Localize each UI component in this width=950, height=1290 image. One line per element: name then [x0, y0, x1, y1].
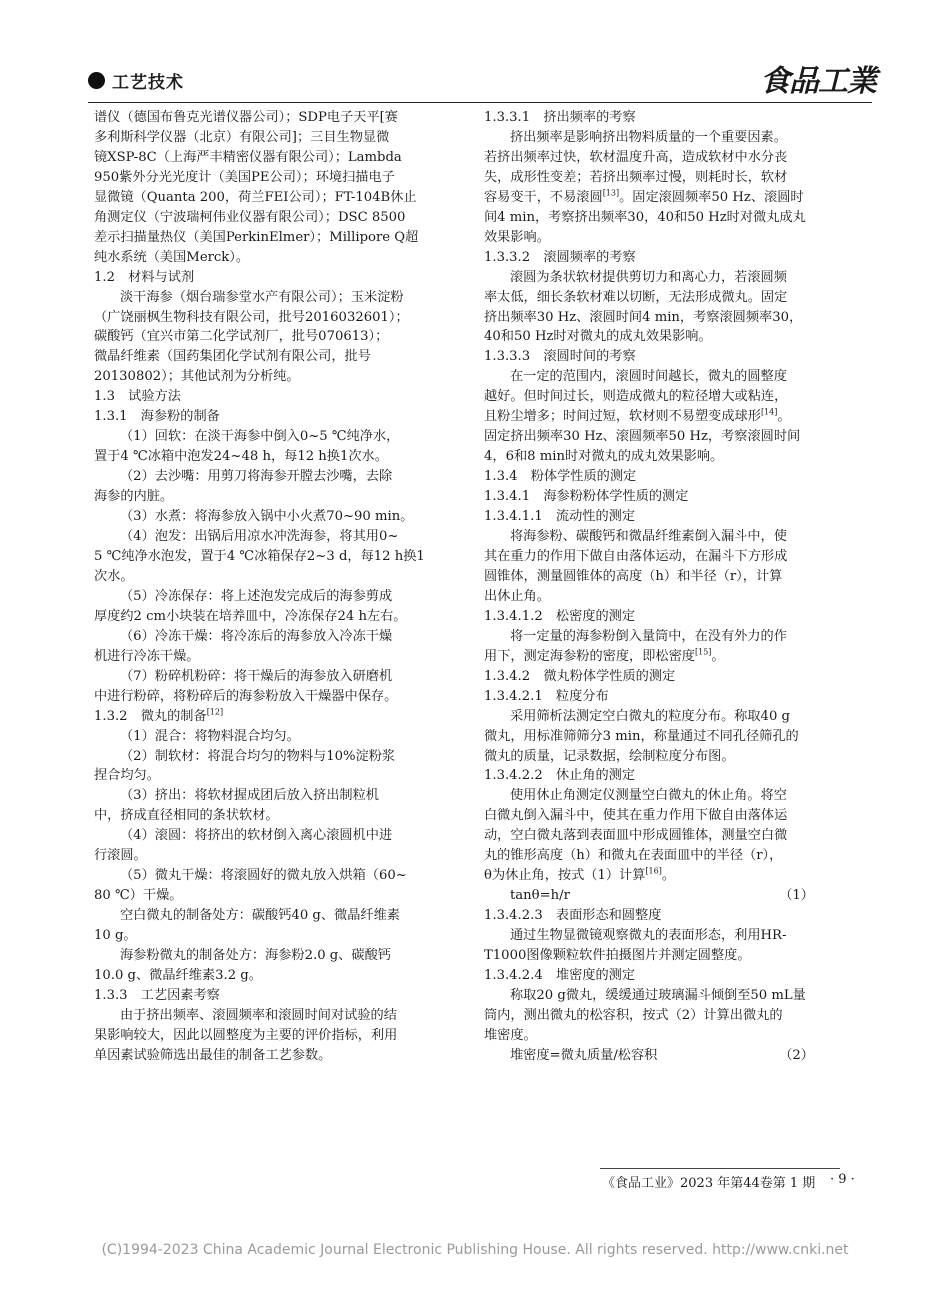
line-text: T1000图像颗粒软件拍摄图片并测定圆整度。	[484, 948, 751, 964]
line-text: 行滚圆。	[94, 848, 147, 864]
line-text: 容易变干，不易滚圆	[484, 189, 603, 205]
text-line	[484, 248, 864, 268]
line-text: 1.3.4.2.1 粒度分布	[484, 688, 609, 704]
line-text: 海参粉微丸的制备处方：海参粉2.0 g、碳酸钙	[120, 948, 391, 964]
text-line	[484, 447, 864, 467]
line-text: 通过生物显微镜观察微丸的表面形态，利用HR-	[510, 928, 787, 944]
text-line	[94, 627, 474, 647]
footer-rule	[600, 1168, 840, 1169]
header-rule	[88, 102, 872, 103]
text-line	[484, 387, 864, 407]
equation-number: （2）	[779, 1047, 814, 1063]
copyright-notice: (C)1994-2023 China Academic Journal Electronic Publishing House. All rights reserved. http://www.cnki.net	[101, 1242, 849, 1258]
text-line	[94, 667, 474, 687]
line-text-tail: 。	[711, 648, 725, 664]
text-line	[484, 327, 864, 347]
line-text: 挤出频率是影响挤出物料质量的一个重要因素。	[510, 129, 787, 145]
text-line	[94, 587, 474, 607]
line-text: 微晶纤维素（国药集团化学试剂有限公司，批号	[94, 349, 371, 365]
text-line	[94, 208, 474, 228]
line-text: 1.3.3.1 挤出频率的考察	[484, 110, 636, 125]
text-line	[94, 607, 474, 627]
line-text: 淡干海参（烟台瑞参堂水产有限公司）；玉米淀粉	[120, 289, 404, 305]
text-line	[484, 986, 864, 1006]
line-text: 微丸的质量，记录数据，绘制粒度分布图。	[484, 748, 735, 764]
line-text: 固定挤出频率30 Hz、滚圆频率50 Hz，考察滚圆时间	[484, 429, 801, 445]
line-text: 由于挤出频率、滚圆频率和滚圆时间对试验的结	[120, 1007, 397, 1023]
text-line	[94, 487, 474, 507]
line-text: 捏合均匀。	[94, 768, 160, 784]
text-line	[484, 766, 864, 786]
line-text: θ为休止角，按式（1）计算	[484, 868, 646, 884]
text-line	[94, 108, 474, 128]
text-line	[484, 347, 864, 367]
line-text: 机进行冷冻干燥。	[94, 648, 200, 664]
text-line	[94, 966, 474, 986]
text-line	[94, 806, 474, 826]
citation-ref: [15]	[695, 647, 712, 657]
text-line	[484, 806, 864, 826]
line-text: 果影响较大，因此以圆整度为主要的评价指标，利用	[94, 1027, 398, 1043]
line-text: （4）滚圆：将挤出的软材倒入离心滚圆机中进	[120, 828, 393, 844]
line-text: 10 g。	[94, 928, 137, 944]
right-column	[484, 108, 864, 1066]
line-text: 次水。	[94, 568, 134, 584]
text-line	[94, 747, 474, 767]
text-line	[484, 786, 864, 806]
text-line	[484, 707, 864, 727]
line-text: （5）冷冻保存：将上述泡发完成后的海参剪成	[120, 588, 393, 604]
line-text: 动，空白微丸落到表面皿中形成圆锥体，测量空白微	[484, 828, 788, 844]
text-line	[484, 367, 864, 387]
text-line	[94, 367, 474, 387]
line-text: 其在重力的作用下做自由落体运动，在漏斗下方形成	[484, 548, 788, 564]
page-header	[88, 62, 876, 102]
line-text: 出休止角。	[484, 588, 550, 604]
text-line	[94, 766, 474, 786]
line-text: 圆锥体，测量圆锥体的高度（h）和半径（r），计算	[484, 568, 783, 584]
text-line	[94, 288, 474, 308]
equation-line	[484, 1046, 864, 1066]
text-line	[94, 1046, 474, 1066]
line-text: 置于4 ℃冰箱中泡发24~48 h，每12 h换1次水。	[94, 449, 388, 465]
text-line	[94, 826, 474, 846]
line-text: 1.3.4.2.2 休止角的测定	[484, 768, 636, 784]
line-text: 1.2 材料与试剂	[94, 269, 195, 285]
line-text: 950紫外分光光度计（美国PE公司）；环境扫描电子	[94, 169, 395, 185]
text-line	[94, 527, 474, 547]
text-line	[484, 587, 864, 607]
text-line	[484, 826, 864, 846]
line-text: 1.3.4 粉体学性质的测定	[484, 469, 637, 485]
line-text: 20130802）；其他试剂为分析纯。	[94, 369, 300, 385]
text-line	[94, 447, 474, 467]
text-line	[94, 707, 474, 727]
line-text: 挤出频率30 Hz、滚圆时间4 min，考察滚圆频率30，	[484, 309, 803, 325]
text-line	[484, 926, 864, 946]
line-text: 1.3.4.1.1 流动性的测定	[484, 509, 636, 525]
equation: 堆密度=微丸质量/松容积	[510, 1047, 658, 1063]
text-line	[94, 1026, 474, 1046]
line-text: 间4 min，考察挤出频率30，40和50 Hz时对微丸成丸	[484, 209, 806, 225]
line-text: 5 ℃纯净水泡发，置于4 ℃冰箱保存2~3 d，每12 h换1	[94, 548, 425, 564]
text-line	[484, 647, 864, 667]
line-text: 用下，测定海参粉的密度，即松密度	[484, 648, 695, 664]
line-text: （1）混合：将物料混合均匀。	[120, 728, 300, 744]
line-text: 4，6和8 min时对微丸的成丸效果影响。	[484, 449, 724, 465]
text-line	[94, 507, 474, 527]
text-line	[94, 786, 474, 806]
text-line	[94, 567, 474, 587]
text-line	[484, 128, 864, 148]
left-column	[94, 108, 474, 1066]
text-line	[94, 168, 474, 188]
line-text: 中进行粉碎，将粉碎后的海参粉放入干燥器中保存。	[94, 688, 398, 704]
line-text: 滚圆为条状软材提供剪切力和离心力，若滚圆频	[510, 269, 787, 285]
text-line	[484, 607, 864, 627]
text-line	[94, 467, 474, 487]
text-line	[484, 667, 864, 687]
equation-number: （1）	[779, 888, 814, 904]
text-line	[94, 846, 474, 866]
line-text: 1.3.1 海参粉的制备	[94, 409, 220, 425]
text-line	[94, 248, 474, 268]
line-text: （6）冷冻干燥：将冷冻后的海参放入冷冻干燥	[120, 628, 393, 644]
line-text: （4）泡发：出锅后用凉水冲洗海参，将其用0~	[120, 529, 399, 545]
text-line	[484, 487, 864, 507]
page-number: · 9 ·	[830, 1172, 855, 1187]
text-line	[484, 1006, 864, 1026]
line-text: （3）水煮：将海参放入锅中小火煮70~90 min。	[120, 509, 414, 525]
line-text: 单因素试验筛选出最佳的制备工艺参数。	[94, 1047, 332, 1063]
text-line	[94, 148, 474, 168]
line-text: 显微镜（Quanta 200，荷兰FEI公司）；FT-104B休止	[94, 189, 417, 205]
text-line	[94, 547, 474, 567]
line-text: 中，挤成直径相同的条状软材。	[94, 808, 279, 824]
line-text: 1.3 试验方法	[94, 389, 181, 405]
line-text: 1.3.4.2.3 表面形态和圆整度	[484, 908, 662, 924]
text-line	[94, 427, 474, 447]
line-text-tail: 。	[661, 868, 676, 884]
line-text: 使用休止角测定仪测量空白微丸的休止角。将空	[510, 788, 787, 804]
line-text: 差示扫描量热仪（美国PerkinElmer）；Millipore Q超	[94, 229, 419, 245]
line-text: 80 ℃）干燥。	[94, 888, 183, 904]
line-text: 在一定的范围内，滚圆时间越长，微丸的圆整度	[510, 369, 787, 385]
line-text: 谱仪（德国布鲁克光谱仪器公司）；SDP电子天平[赛	[94, 110, 398, 125]
line-text: 效果影响。	[484, 229, 550, 245]
line-text: 纯水系统（美国Merck）。	[94, 249, 250, 265]
line-text: 空白微丸的制备处方：碳酸钙40 g、微晶纤维素	[120, 908, 400, 924]
line-text: 筒内，测出微丸的松容积，按式（2）计算出微丸的	[484, 1007, 783, 1023]
text-line	[484, 507, 864, 527]
text-line	[484, 208, 864, 228]
text-line	[94, 647, 474, 667]
line-text: 1.3.3 工艺因素考察	[94, 987, 220, 1003]
text-line	[484, 1026, 864, 1046]
text-line	[94, 268, 474, 288]
line-text: 40和50 Hz时对微丸的成丸效果影响。	[484, 329, 712, 345]
journal-logo: 食品工業	[760, 64, 876, 99]
line-text: 厚度约2 cm小块装在培养皿中，冷冻保存24 h左右。	[94, 608, 407, 624]
text-line	[94, 188, 474, 208]
line-text: （7）粉碎机粉碎：将干燥后的海参放入研磨机	[120, 668, 393, 684]
text-line	[94, 387, 474, 407]
equation: tanθ=h/r	[510, 888, 570, 904]
line-text: 1.3.4.2.4 堆密度的测定	[484, 967, 636, 983]
citation-ref: [16]	[645, 866, 662, 876]
text-line	[484, 288, 864, 308]
text-line	[94, 986, 474, 1006]
line-text: 丸的锥形高度（h）和微丸在表面皿中的半径（r），	[484, 848, 783, 864]
text-line	[94, 886, 474, 906]
text-line	[94, 866, 474, 886]
text-line	[484, 846, 864, 866]
line-text: 10.0 g、微晶纤维素3.2 g。	[94, 967, 262, 983]
text-line	[484, 427, 864, 447]
citation-ref: [13]	[602, 188, 620, 198]
line-text: 率太低，细长条软材难以切断，无法形成微丸。固定	[484, 289, 788, 305]
text-line	[484, 727, 864, 747]
text-line	[484, 627, 864, 647]
line-text: 称取20 g微丸，缓缓通过玻璃漏斗倾倒至50 mL量	[510, 987, 806, 1003]
line-text: （2）制软材：将混合均匀的物料与10%淀粉浆	[120, 748, 396, 764]
line-text: （5）微丸干燥：将滚圆好的微丸放入烘箱（60~	[120, 868, 407, 884]
text-line	[484, 866, 864, 886]
text-line	[484, 108, 864, 128]
text-line	[94, 347, 474, 367]
line-text: 将一定量的海参粉倒入量筒中，在没有外力的作	[510, 628, 787, 644]
line-text: （1）回软：在淡干海参中倒入0~5 ℃纯净水，	[120, 429, 400, 445]
text-line	[484, 268, 864, 288]
line-text-tail: 。固定滚圆频率50 Hz、滚圆时	[619, 189, 804, 205]
line-text: 1.3.4.1.2 松密度的测定	[484, 608, 636, 624]
equation-line	[484, 886, 864, 906]
text-line	[484, 168, 864, 188]
text-line	[94, 327, 474, 347]
text-line	[94, 407, 474, 427]
text-line	[94, 228, 474, 248]
line-text: 碳酸钙（宜兴市第二化学试剂厂，批号070613）；	[94, 329, 389, 345]
text-line	[484, 747, 864, 767]
citation-ref: [14]	[760, 407, 778, 417]
line-text: 镜XSP-8C（上海严丰精密仪器有限公司）；Lambda	[94, 149, 402, 165]
text-line	[484, 228, 864, 248]
line-text-tail: 。	[777, 409, 791, 425]
text-line	[484, 527, 864, 547]
line-text: 1.3.4.1 海参粉粉体学性质的测定	[484, 489, 689, 505]
text-line	[94, 308, 474, 328]
text-line	[484, 148, 864, 168]
section-bullet-icon	[88, 72, 105, 89]
text-line	[94, 1006, 474, 1026]
line-text: 微丸，用标准筛筛分3 min，称量通过不同孔径筛孔的	[484, 728, 799, 744]
text-line	[94, 687, 474, 707]
line-text: 堆密度。	[484, 1027, 537, 1043]
line-text: （2）去沙嘴：用剪刀将海参开膛去沙嘴，去除	[120, 469, 393, 485]
line-text: 且粉尘增多；时间过短，软材则不易塑变成球形	[484, 409, 761, 425]
line-text: 将海参粉、碳酸钙和微晶纤维素倒入漏斗中，使	[510, 529, 787, 545]
line-text: 海参的内脏。	[94, 489, 174, 505]
line-text: 角测定仪（宁波瑞柯伟业仪器有限公司）；DSC 8500	[94, 209, 406, 225]
text-line	[484, 407, 864, 427]
text-line	[484, 687, 864, 707]
line-text: 1.3.4.2 微丸粉体学性质的测定	[484, 668, 676, 684]
text-line	[94, 926, 474, 946]
line-text: 1.3.2 微丸的制备	[94, 708, 207, 724]
text-line	[484, 946, 864, 966]
text-line	[484, 567, 864, 587]
text-line	[484, 308, 864, 328]
text-line	[484, 467, 864, 487]
text-line	[484, 188, 864, 208]
line-text: 1.3.3.2 滚圆频率的考察	[484, 249, 636, 265]
citation-ref: [12]	[206, 707, 224, 717]
line-text: 多利斯科学仪器（北京）有限公司]；三目生物显微	[94, 129, 390, 145]
line-text: 失，成形性变差；若挤出频率过慢，则耗时长，软材	[484, 169, 788, 185]
text-line	[94, 727, 474, 747]
line-text: 白微丸倒入漏斗中，使其在重力作用下做自由落体运	[484, 808, 788, 824]
line-text: 越好。但时间过长，则造成微丸的粒径增大或粘连，	[484, 389, 788, 405]
line-text: （3）挤出：将软材握成团后放入挤出制粒机	[120, 788, 379, 804]
line-text: 若挤出频率过快，软材温度升高，造成软材中水分丧	[484, 149, 788, 165]
text-line	[484, 547, 864, 567]
text-line	[484, 966, 864, 986]
line-text: 采用筛析法测定空白微丸的粒度分布。称取40 g	[510, 708, 790, 724]
text-line	[94, 906, 474, 926]
section-label: 工艺技术	[112, 73, 184, 93]
footer-journal: 《食品工业》2023 年第44卷第 1 期	[602, 1176, 816, 1191]
line-text: （广饶丽枫生物科技有限公司，批号2016032601）；	[94, 309, 409, 325]
text-line	[94, 128, 474, 148]
line-text: 1.3.3.3 滚圆时间的考察	[484, 349, 636, 365]
text-line	[94, 946, 474, 966]
text-line	[484, 906, 864, 926]
